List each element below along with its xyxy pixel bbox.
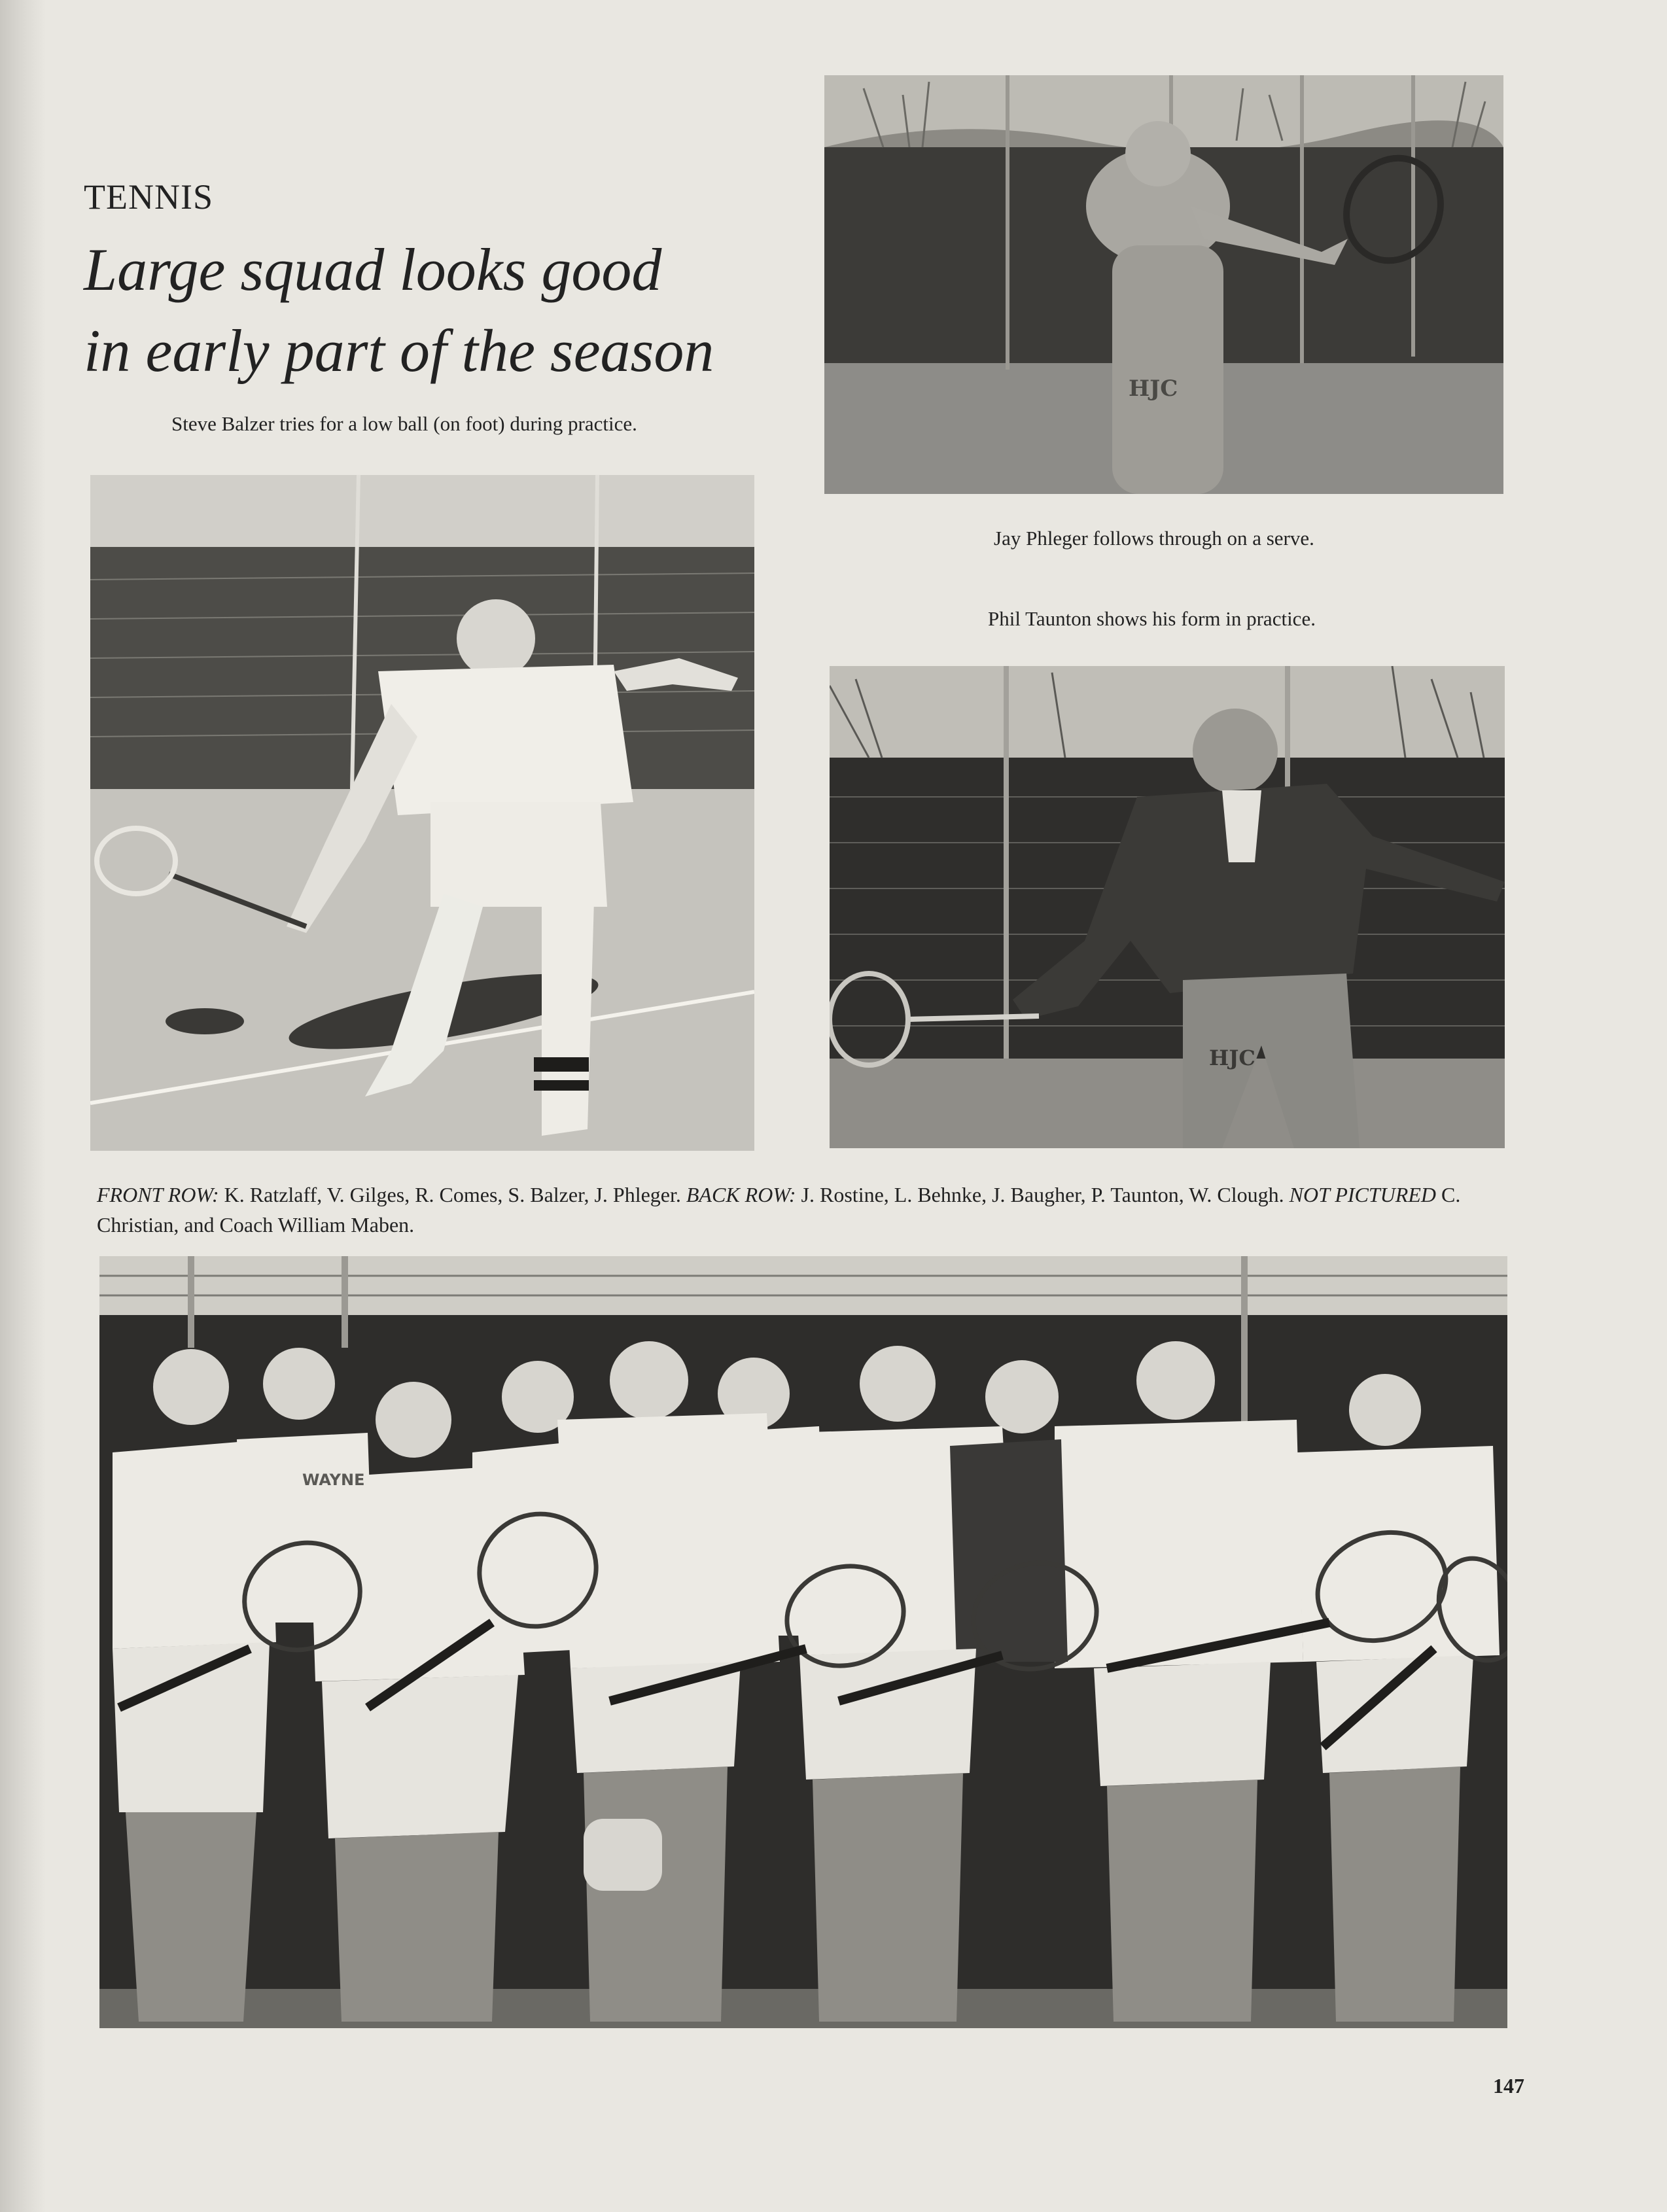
- photo-balzer-low-ball: [90, 475, 754, 1151]
- front-row-names: K. Ratzlaff, V. Gilges, R. Comes, S. Balzer, J. Phleger.: [219, 1183, 686, 1206]
- page-number: 147: [1493, 2074, 1524, 2098]
- page-gutter: [0, 0, 46, 2212]
- caption-taunton: Phil Taunton shows his form in practice.: [988, 607, 1316, 630]
- headline-line-2: in early part of the season: [84, 317, 714, 384]
- photo-taunton-practice: [830, 666, 1505, 1148]
- taunton-sweatpants-mark: HJC: [1209, 1045, 1255, 1070]
- back-row-names: J. Rostine, L. Behnke, J. Baugher, P. Taunton, W. Clough.: [796, 1183, 1290, 1206]
- team-shirt-mark: WAYNE: [302, 1471, 365, 1489]
- team-roster-caption: [97, 1180, 1530, 1240]
- not-pictured-label: NOT PICTURED: [1289, 1183, 1436, 1206]
- photo-team-group: [99, 1256, 1507, 2028]
- section-label: TENNIS: [84, 177, 213, 217]
- caption-phleger: Jay Phleger follows through on a serve.: [994, 527, 1314, 550]
- phleger-sweatpants-mark: HJC: [1129, 376, 1178, 402]
- caption-balzer: Steve Balzer tries for a low ball (on foot) during practice.: [171, 412, 637, 435]
- not-pictured-names: C. Christian, and Coach William Maben.: [97, 1183, 1461, 1237]
- headline-line-1: Large squad looks good: [84, 236, 662, 303]
- photo-phleger-serve: [824, 75, 1503, 494]
- front-row-label: FRONT ROW:: [97, 1183, 219, 1206]
- back-row-label: BACK ROW:: [686, 1183, 796, 1206]
- headline: [84, 229, 764, 391]
